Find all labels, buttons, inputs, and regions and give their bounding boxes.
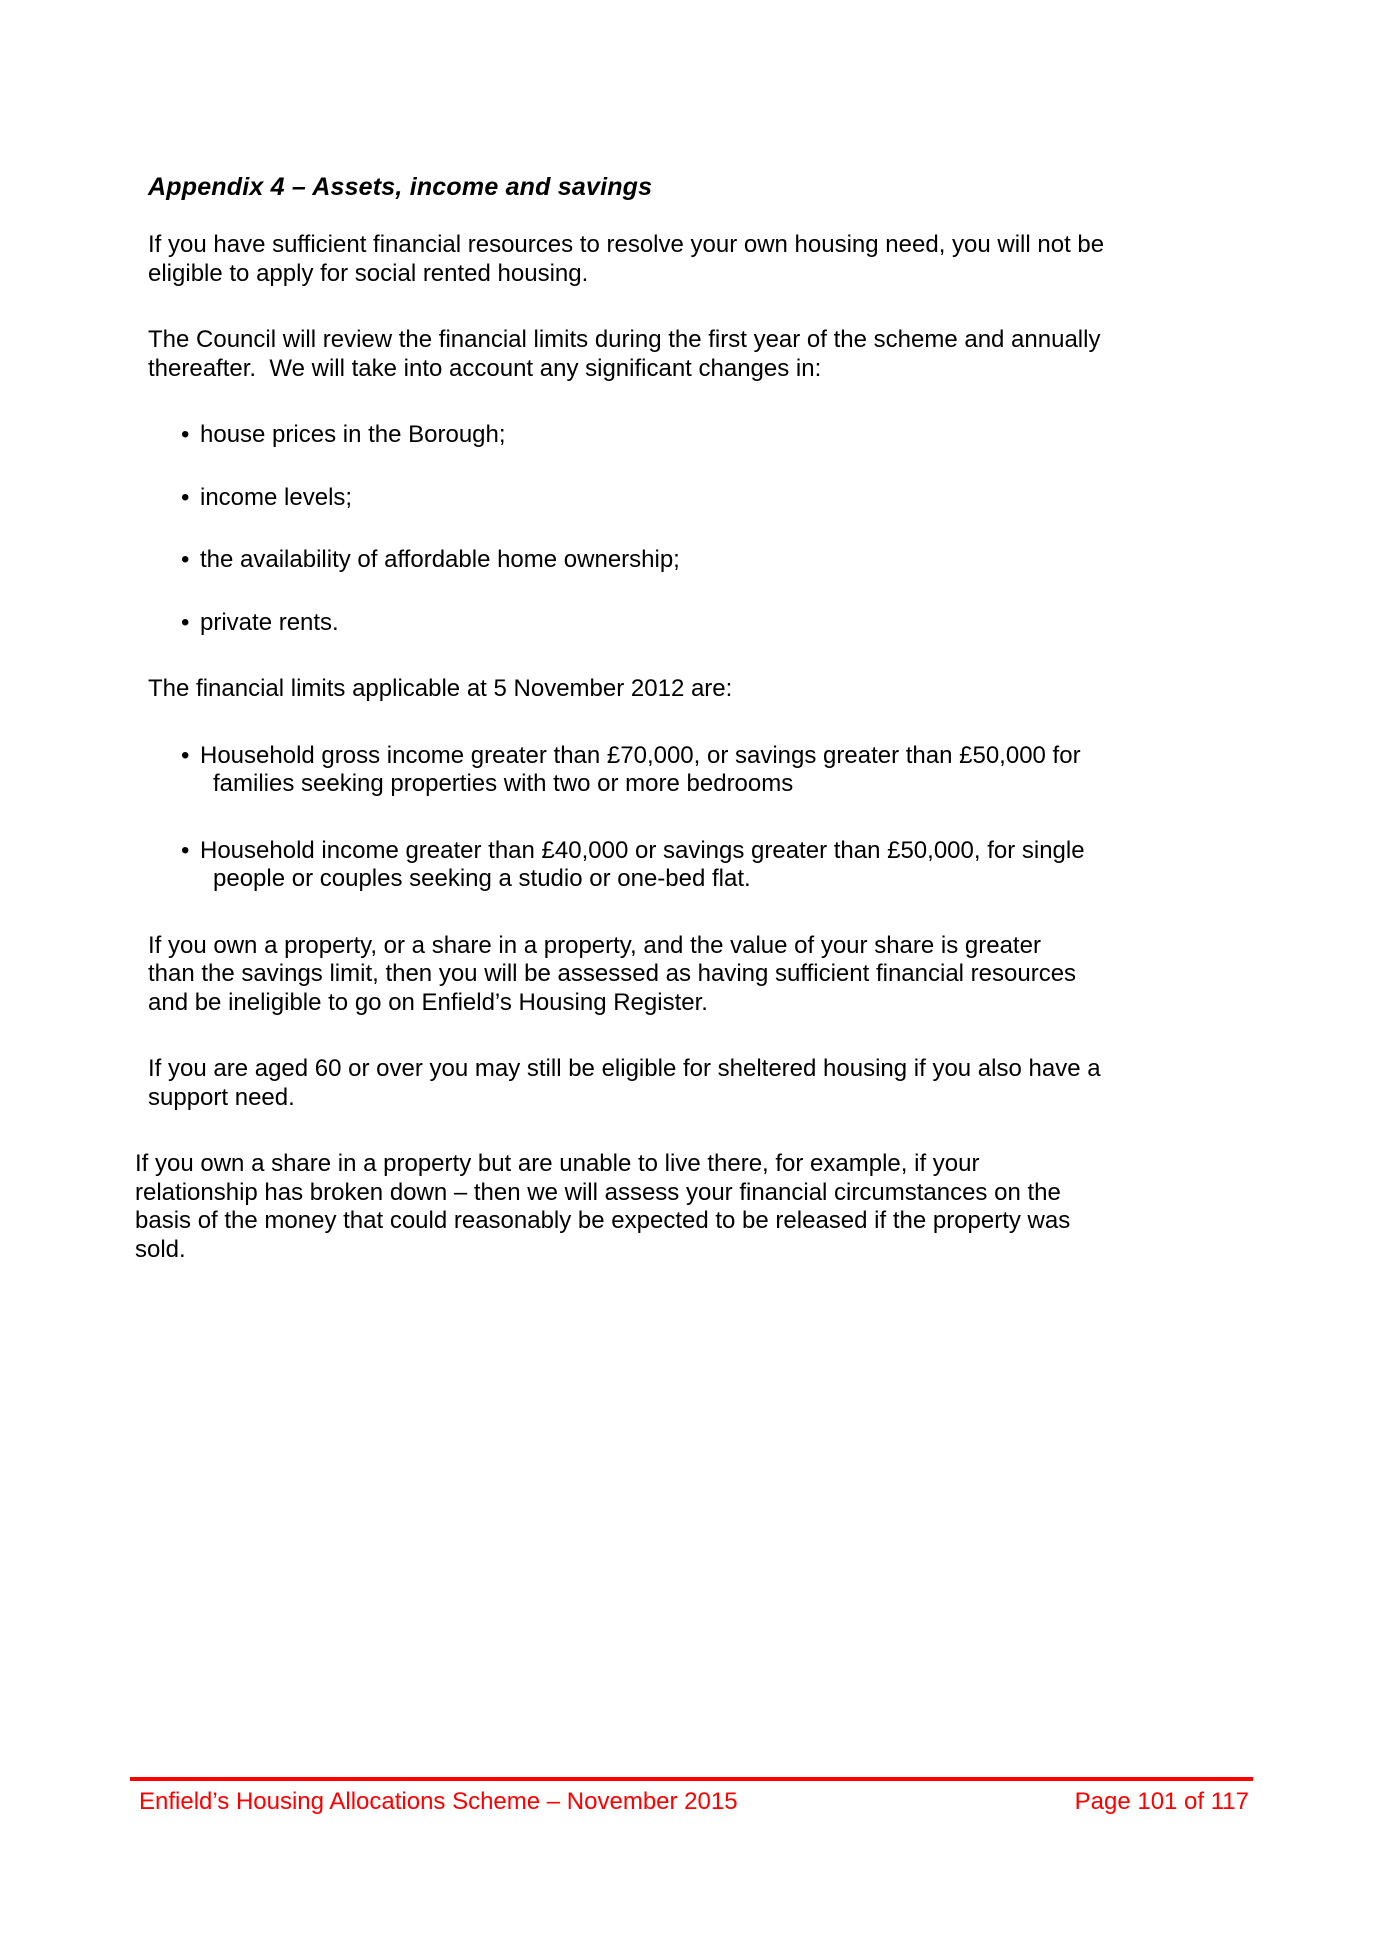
document-content [135,0,1128,1302]
paragraph-aged-60: If you are aged 60 or over you may still be eligible for sheltered housing if you also have a support need. [148,1055,1108,1111]
list-item: • Household gross income greater than £70,000, or savings greater than £50,000 for families seeking properties with two or more bedrooms [200,742,1100,799]
list-item: • house prices in the Borough; [200,421,1100,450]
list-item: • private rents. [200,609,1100,638]
paragraph-intro: If you have sufficient financial resources to resolve your own housing need, you will not be eligible to apply for social rented housing. [148,231,1111,287]
paragraph-own-share: If you own a share in a property but are unable to live there, for example, if your relationship has broken down – then we will assess your financial circumstances on the basis of the money that could reasonably be expected to be released if the property was sold. [135,1150,1077,1263]
paragraph-review: The Council will review the financial limits during the first year of the scheme and annually thereafter. We will take into account any significant changes in: [148,326,1108,382]
footer-page-number: Page 101 of 117 [1074,1788,1249,1815]
list-item: • the availability of affordable home ownership; [200,546,1100,575]
footer-document-title: Enfield’s Housing Allocations Scheme – November 2015 [139,1788,738,1815]
list-item: • Household income greater than £40,000 or savings greater than £50,000, for single people or couples seeking a studio or one-bed flat. [200,837,1100,894]
paragraph-own-property: If you own a property, or a share in a property, and the value of your share is greater than the savings limit, then you will be assessed as having sufficient financial resources and be ineligible to go on Enfield’s Housing Register. [148,931,1083,1016]
page-footer [130,1777,1253,1816]
list-item: • income levels; [200,484,1100,513]
footer-row [130,1781,1253,1816]
financial-limits-list [148,742,1100,894]
page-title: Appendix 4 – Assets, income and savings [148,173,653,201]
review-factors-list [148,421,1100,637]
paragraph-limits-intro: The financial limits applicable at 5 November 2012 are: [148,675,733,702]
